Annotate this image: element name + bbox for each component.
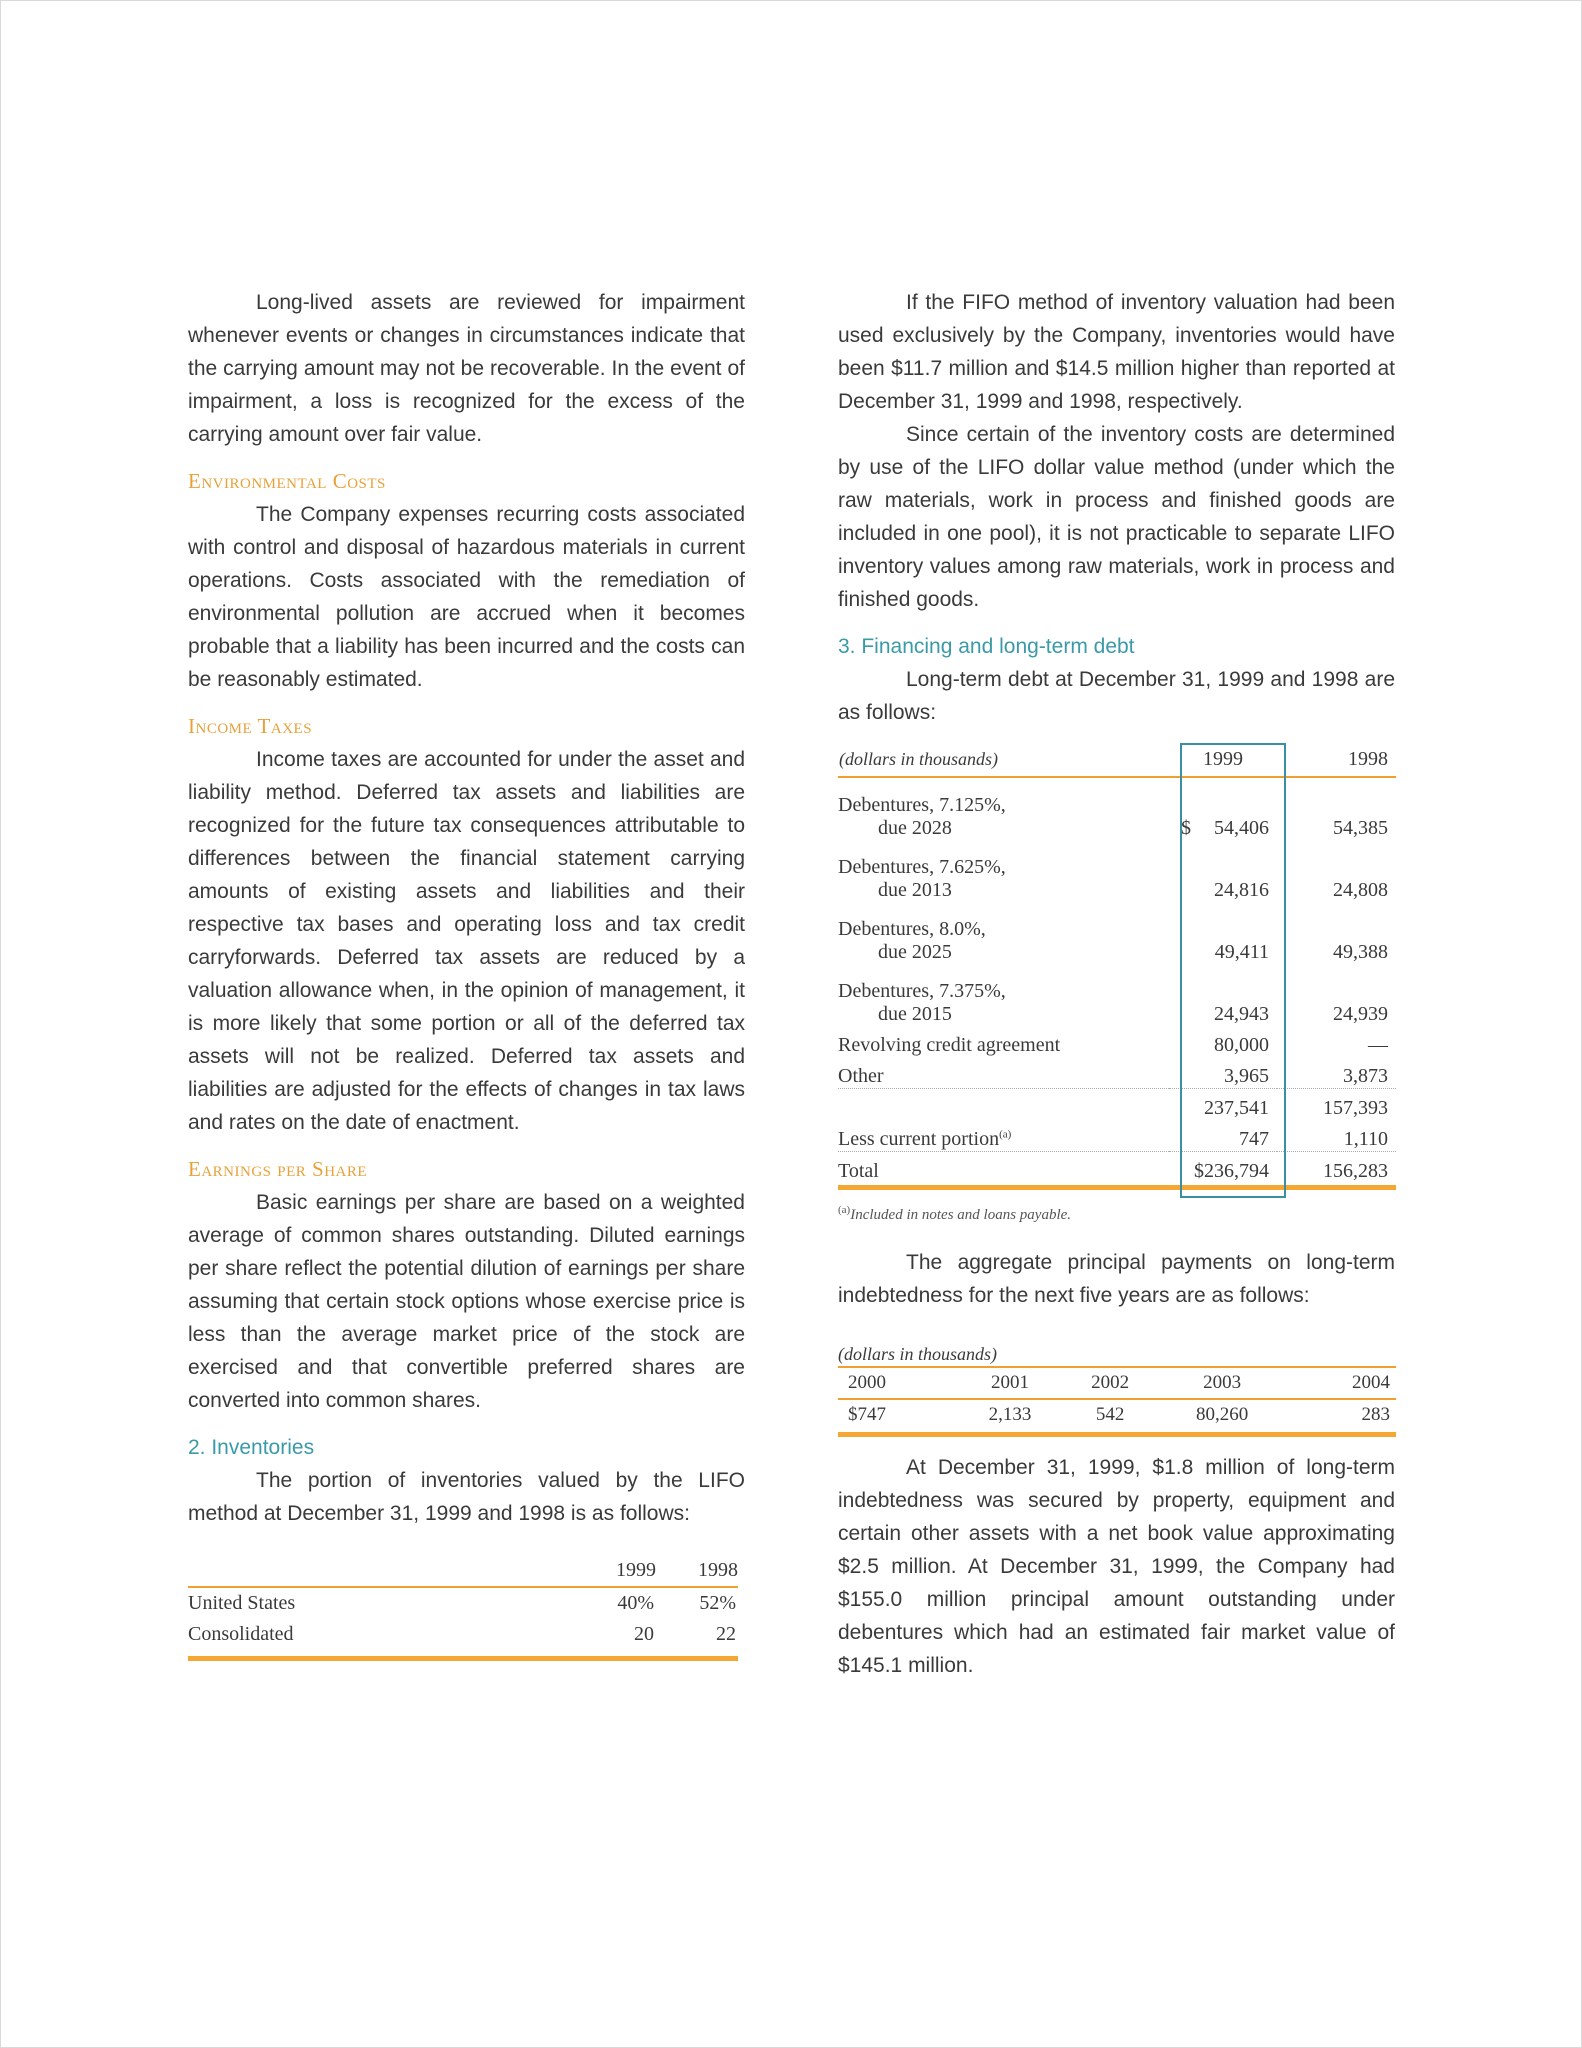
cell-1998: 24,808 xyxy=(1333,879,1388,901)
dollar-sign: $ xyxy=(1181,817,1191,839)
year-header: 2004 xyxy=(1352,1372,1390,1393)
cell-1999: 80,000 xyxy=(1214,1034,1269,1056)
environmental-costs-paragraph: The Company expenses recurring costs associated with control and disposal of hazardous materials in current operations. Costs associated with the remediation of environmental pollution are accrued when it becomes probable that a liability has been incurred and the costs can be reasonably estimated. xyxy=(188,503,745,691)
cell-1998: 1,110 xyxy=(1277,1120,1396,1152)
total-row xyxy=(838,1152,1396,1184)
table-bottom-rule xyxy=(188,1656,738,1661)
row-label: United States xyxy=(188,1592,296,1614)
column-header-1999: 1999 xyxy=(616,1559,656,1581)
year-header: 2001 xyxy=(991,1372,1030,1393)
row-label: Revolving credit agreement xyxy=(838,1034,1061,1056)
lifo-dollar-value-paragraph: Since certain of the inventory costs are determined by use of the LIFO dollar value method (under which the raw materials, work in process and finished goods are included in one pool), it is not practicable to separate LIFO inventory values among raw materials, work in process and finished goods. xyxy=(838,423,1395,611)
long-term-debt-table-wrapper xyxy=(838,743,1396,1190)
table-row xyxy=(838,964,1396,1026)
column-header-1999: 1999 xyxy=(1203,748,1243,770)
table-row xyxy=(838,1026,1396,1057)
year-header: 2000 xyxy=(848,1372,886,1393)
row-label: Total xyxy=(838,1160,879,1182)
fifo-paragraph: If the FIFO method of inventory valuation had been used exclusively by the Company, inventories would have been $11.7 million and $14.5 million higher than reported at December 31, 1999 and 1998, respectively. xyxy=(838,291,1395,413)
year-header: 2003 xyxy=(1203,1372,1242,1393)
table-bottom-rule xyxy=(838,1185,1396,1190)
income-taxes-paragraph: Income taxes are accounted for under the asset and liability method. Deferred tax assets and liabilities are recognized for the future tax consequences attributable to differences between the financial statement carrying amounts of existing assets and liabilities and their respective tax bases and operating loss and tax credit carryforwards. Deferred tax assets are reduced by a valuation allowance when, in the opinion of management, it is more likely that some portion or all of the deferred tax assets will not be realized. Deferred tax assets and liabilities are adjusted for the effects of changes in tax laws and rates on the date of enactment. xyxy=(188,748,745,1134)
year-header: 2002 xyxy=(1091,1372,1130,1393)
cell-1999: 49,411 xyxy=(1214,941,1269,963)
footnote-marker: (a) xyxy=(999,1128,1012,1141)
table-row xyxy=(838,1057,1396,1089)
subtotal-1999: 237,541 xyxy=(1204,1097,1269,1119)
lifo-portion-table xyxy=(188,1552,738,1650)
earnings-per-share-paragraph: Basic earnings per share are based on a weighted average of common shares outstanding. Diluted earnings per share reflect the potential dilution of earnings per share assuming that certain stock options whose exercise price is less than the average market price of the stock are exercised and that convertible preferred shares are converted into common shares. xyxy=(188,1191,745,1412)
payment-cell: 80,260 xyxy=(1195,1404,1249,1425)
row-label: Debentures, 7.125%, due 2028 xyxy=(838,794,1006,839)
debt-intro-paragraph: Long-term debt at December 31, 1999 and 1998 are as follows: xyxy=(838,668,1395,724)
table-header-row xyxy=(188,1552,738,1587)
secured-debt-paragraph: At December 31, 1999, $1.8 million of long-term indebtedness was secured by property, equipment and certain other assets with a net book value approximating $2.5 million. At December 31, 1999, the Company had $155.0 million principal amount outstanding under debentures which had an estimated fair market value of $145.1 million. xyxy=(838,1456,1395,1677)
payment-cell: 542 xyxy=(1095,1404,1125,1425)
cell-1999: 747 xyxy=(1169,1120,1277,1152)
inventories-heading: 2. Inventories xyxy=(188,1436,315,1459)
row-label: Consolidated xyxy=(188,1623,294,1645)
row-label: Other xyxy=(838,1057,1169,1089)
payments-unit-label: (dollars in thousands) xyxy=(838,1344,998,1364)
total-1998: 156,283 xyxy=(1323,1160,1388,1182)
row-label: Debentures, 8.0%, due 2025 xyxy=(838,918,986,963)
column-header-1998: 1998 xyxy=(698,1559,738,1581)
cell-1998: 3,873 xyxy=(1277,1057,1396,1089)
cell-1998: 52% xyxy=(699,1592,736,1614)
inventories-paragraph: The portion of inventories valued by the LIFO method at December 31, 1999 and 1998 is as follows: xyxy=(188,1469,745,1525)
environmental-costs-heading: Environmental Costs xyxy=(188,469,386,493)
cell-1999: 20 xyxy=(634,1623,654,1645)
table-row xyxy=(838,902,1396,964)
aggregate-payments-paragraph: The aggregate principal payments on long-term indebtedness for the next five years are as follows: xyxy=(838,1251,1395,1307)
left-column xyxy=(188,286,745,1661)
cell-1999: $ 54,406 xyxy=(1169,777,1277,840)
cell-1999: 3,965 xyxy=(1169,1057,1277,1089)
long-term-debt-table xyxy=(838,743,1396,1183)
table-row xyxy=(838,777,1396,840)
column-header-1998: 1998 xyxy=(1348,748,1388,770)
subtotal-row xyxy=(838,1089,1396,1121)
cell-1998: 22 xyxy=(716,1623,736,1645)
cell-1998: 54,385 xyxy=(1333,817,1388,839)
table-row xyxy=(838,1399,1396,1430)
cell-1999: 24,816 xyxy=(1214,879,1269,901)
earnings-per-share-heading: Earnings per Share xyxy=(188,1157,368,1181)
financing-heading: 3. Financing and long-term debt xyxy=(838,635,1135,658)
cell-1999: 24,943 xyxy=(1214,1003,1269,1025)
cell-1998: 49,388 xyxy=(1333,941,1388,963)
row-label: Less current portion$^{(a)}$ xyxy=(838,1120,1169,1152)
payment-cell: 283 xyxy=(1361,1404,1390,1425)
payment-cell: 2,133 xyxy=(988,1404,1032,1425)
income-taxes-heading: Income Taxes xyxy=(188,714,313,738)
cell-1998: — xyxy=(1368,1034,1388,1056)
row-label: Debentures, 7.625%, due 2013 xyxy=(838,856,1006,901)
unit-label: (dollars in thousands) xyxy=(839,749,999,769)
right-column xyxy=(838,286,1395,1682)
table-footnote: $^{(a)}$Included in notes and loans payable. xyxy=(838,1204,1072,1223)
table-header-row xyxy=(838,1367,1396,1399)
subtotal-1998: 157,393 xyxy=(1323,1097,1388,1119)
cell-1999: 40% xyxy=(617,1592,654,1614)
principal-payments-table xyxy=(838,1366,1396,1430)
payment-cell: $747 xyxy=(848,1404,886,1425)
cell-1998: 24,939 xyxy=(1333,1003,1388,1025)
table-row xyxy=(188,1587,738,1619)
less-current-portion-row xyxy=(838,1120,1396,1152)
table-bottom-rule xyxy=(838,1432,1396,1437)
total-1999: $236,794 xyxy=(1194,1160,1269,1182)
table-row xyxy=(188,1619,738,1650)
row-label: Debentures, 7.375%, due 2015 xyxy=(838,980,1006,1025)
table-row xyxy=(838,840,1396,902)
long-lived-assets-paragraph: Long-lived assets are reviewed for impairment whenever events or changes in circumstances indicate that the carrying amount may not be recoverable. In the event of impairment, a loss is recognized for the excess of the carrying amount over fair value. xyxy=(188,291,745,446)
table-header-row xyxy=(838,743,1396,777)
